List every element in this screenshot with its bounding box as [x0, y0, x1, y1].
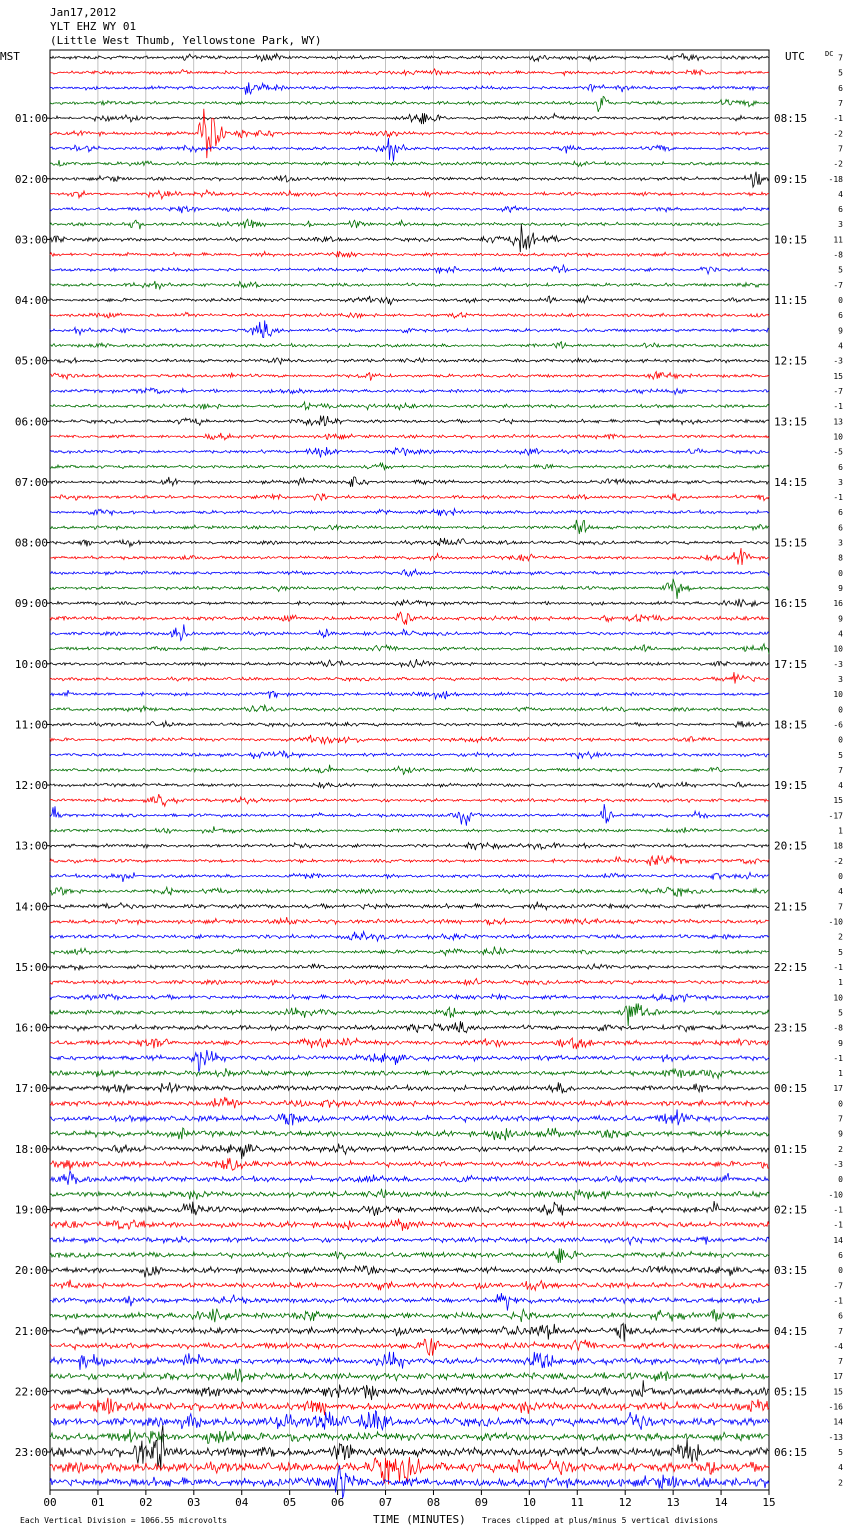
- utc-hour-label: 10:15: [774, 233, 808, 247]
- utc-hour-label: 09:15: [774, 172, 808, 186]
- dc-offset-label: -7: [833, 386, 843, 396]
- seismic-trace: [50, 794, 769, 806]
- dc-offset-label: 7: [838, 144, 843, 154]
- mst-hour-label: 03:00: [14, 233, 48, 247]
- seismic-trace: [50, 721, 769, 727]
- seismic-trace: [50, 1097, 769, 1108]
- vertical-division-note: Each Vertical Division = 1066.55 microvolts: [20, 1516, 228, 1525]
- x-tick-label: 10: [522, 1496, 536, 1509]
- seismic-trace: [50, 224, 769, 252]
- dc-offset-label: 0: [838, 872, 843, 882]
- mst-hour-label: 16:00: [14, 1021, 48, 1035]
- dc-offset-label: 15: [833, 1387, 843, 1397]
- seismic-trace: [50, 1293, 769, 1311]
- dc-offset-label: -3: [833, 356, 843, 366]
- seismic-trace: [50, 1082, 769, 1093]
- dc-offset-label: 11: [833, 235, 843, 245]
- seismic-trace: [50, 1266, 769, 1278]
- dc-offset-label: -7: [833, 280, 843, 290]
- x-tick-label: 04: [235, 1496, 249, 1509]
- dc-offset-label: 5: [838, 68, 843, 78]
- mst-hour-label: 14:00: [14, 900, 48, 914]
- seismic-trace: [50, 520, 769, 534]
- dc-offset-label: 6: [838, 1311, 843, 1321]
- seismic-trace: [50, 265, 769, 274]
- utc-hour-label: 01:15: [774, 1142, 808, 1156]
- dc-offset-label: 0: [838, 1099, 843, 1109]
- seismic-trace: [50, 206, 769, 213]
- mst-hour-label: 04:00: [14, 294, 48, 308]
- dc-offset-label: 0: [838, 735, 843, 745]
- seismic-trace: [50, 705, 769, 712]
- dc-offset-label: 6: [838, 205, 843, 215]
- dc-offset-label: 3: [838, 674, 843, 684]
- seismic-trace: [50, 1248, 769, 1263]
- utc-hour-label: 08:15: [774, 112, 808, 126]
- seismic-trace: [50, 160, 769, 166]
- dc-offset-label: 1: [838, 1069, 843, 1079]
- seismic-trace: [50, 463, 769, 470]
- x-tick-label: 08: [426, 1496, 441, 1509]
- mst-hour-label: 23:00: [14, 1446, 48, 1460]
- dc-offset-label: -17: [828, 811, 843, 821]
- utc-hour-label: 12:15: [774, 354, 808, 368]
- seismic-trace: [50, 96, 769, 112]
- dc-offset-label: 5: [838, 1008, 843, 1018]
- seismic-trace: [50, 1003, 769, 1026]
- utc-hour-label: 04:15: [774, 1324, 808, 1338]
- dc-offset-label: 17: [833, 1372, 843, 1382]
- seismic-trace: [50, 979, 769, 986]
- utc-hour-label: 20:15: [774, 839, 808, 853]
- dc-offset-label: 5: [838, 1448, 843, 1458]
- utc-hour-label: 22:15: [774, 960, 808, 974]
- dc-offset-label: 0: [838, 705, 843, 715]
- seismic-trace: [50, 690, 769, 699]
- mst-hour-label: 09:00: [14, 597, 48, 611]
- seismic-trace: [50, 804, 769, 826]
- dc-offset-label: 2: [838, 1478, 843, 1488]
- dc-offset-label: -7: [833, 1281, 843, 1291]
- dc-offset-label: 6: [838, 523, 843, 533]
- x-tick-label: 12: [618, 1496, 632, 1509]
- dc-offset-label: 6: [838, 311, 843, 321]
- utc-hour-label: 00:15: [774, 1082, 808, 1096]
- seismic-trace: [50, 1038, 769, 1049]
- dc-offset-label: -3: [833, 1160, 843, 1170]
- dc-offset-label: -8: [833, 1023, 843, 1033]
- mst-hour-label: 22:00: [14, 1385, 48, 1399]
- utc-hour-label: 16:15: [774, 597, 808, 611]
- dc-offset-label: 13: [833, 417, 843, 427]
- dc-offset-label: 0: [838, 296, 843, 306]
- seismic-trace: [50, 782, 769, 788]
- station-id: YLT EHZ WY 01: [50, 20, 137, 33]
- seismic-trace: [50, 251, 769, 257]
- seismic-trace: [50, 624, 769, 640]
- x-tick-label: 11: [570, 1496, 584, 1509]
- seismic-trace: [50, 1338, 769, 1355]
- dc-offset-label: 9: [838, 614, 843, 624]
- utc-hour-label: 18:15: [774, 718, 808, 732]
- mst-hour-label: 05:00: [14, 354, 48, 368]
- seismic-trace: [50, 320, 769, 337]
- seismic-trace: [50, 765, 769, 775]
- dc-offset-label: 16: [833, 599, 843, 609]
- seismic-trace: [50, 281, 769, 289]
- seismic-trace: [50, 659, 769, 667]
- dc-offset-label: 4: [838, 341, 843, 351]
- utc-hour-label: 21:15: [774, 900, 808, 914]
- dc-offset-label: 4: [838, 887, 843, 897]
- seismic-trace: [50, 433, 769, 440]
- dc-offset-label: -3: [833, 659, 843, 669]
- dc-offset-label: -1: [833, 1220, 843, 1230]
- utc-timezone-label: UTC: [785, 50, 805, 63]
- x-tick-label: 14: [714, 1496, 728, 1509]
- dc-offset-label: 10: [833, 644, 843, 654]
- utc-hour-label: 23:15: [774, 1021, 808, 1035]
- dc-offset-label: -8: [833, 250, 843, 260]
- seismic-trace: [50, 579, 769, 599]
- dc-header-label: DC: [825, 50, 834, 58]
- seismic-trace: [50, 493, 769, 500]
- seismic-trace: [50, 855, 769, 866]
- dc-offset-label: 17: [833, 1084, 843, 1094]
- seismic-trace: [50, 964, 769, 970]
- mst-hour-label: 11:00: [14, 718, 48, 732]
- utc-hour-label: 06:15: [774, 1446, 808, 1460]
- mst-hour-label: 18:00: [14, 1142, 48, 1156]
- seismic-trace: [50, 172, 769, 187]
- seismic-trace: [50, 416, 769, 426]
- seismic-trace: [50, 1201, 769, 1216]
- mst-hour-label: 21:00: [14, 1324, 48, 1338]
- dc-offset-label: 7: [838, 1357, 843, 1367]
- dc-offset-label: 0: [838, 568, 843, 578]
- x-axis-label: TIME (MINUTES): [373, 1513, 466, 1526]
- dc-offset-label: -4: [833, 1341, 843, 1351]
- seismic-trace: [50, 1021, 769, 1033]
- dc-offset-label: -6: [833, 720, 843, 730]
- dc-offset-label: -2: [833, 856, 843, 866]
- dc-offset-label: 6: [838, 83, 843, 93]
- dc-offset-label: 6: [838, 508, 843, 518]
- seismic-trace: [50, 947, 769, 956]
- mst-hour-label: 17:00: [14, 1082, 48, 1096]
- dc-offset-label: 18: [833, 841, 843, 851]
- dc-offset-label: -1: [833, 1053, 843, 1063]
- seismic-trace: [50, 1369, 769, 1383]
- dc-offset-label: 0: [838, 1175, 843, 1185]
- dc-offset-label: 4: [838, 1463, 843, 1473]
- utc-hour-label: 02:15: [774, 1203, 808, 1217]
- station-location: (Little West Thumb, Yellowstone Park, WY): [50, 34, 322, 47]
- seismic-trace: [50, 372, 769, 381]
- dc-offset-label: 7: [838, 98, 843, 108]
- seismic-trace: [50, 1309, 769, 1323]
- seismic-trace: [50, 887, 769, 896]
- seismic-trace: [50, 872, 769, 882]
- dc-offset-label: 2: [838, 932, 843, 942]
- seismic-trace: [50, 644, 769, 654]
- dc-offset-label: 2: [838, 1144, 843, 1154]
- dc-offset-label: 15: [833, 371, 843, 381]
- seismic-trace: [50, 994, 769, 1002]
- dc-offset-label: -1: [833, 1296, 843, 1306]
- dc-offset-label: -18: [828, 174, 843, 184]
- seismic-trace: [50, 402, 769, 410]
- dc-offset-label: 9: [838, 1129, 843, 1139]
- mst-hour-label: 20:00: [14, 1264, 48, 1278]
- utc-hour-label: 13:15: [774, 415, 808, 429]
- utc-hour-label: 17:15: [774, 657, 808, 671]
- dc-offset-label: 7: [838, 1326, 843, 1336]
- mst-hour-label: 07:00: [14, 475, 48, 489]
- dc-offset-label: -13: [828, 1432, 843, 1442]
- dc-offset-label: -1: [833, 1205, 843, 1215]
- dc-offset-label: 7: [838, 765, 843, 775]
- dc-offset-label: -10: [828, 1190, 843, 1200]
- seismic-trace: [50, 932, 769, 942]
- mst-hour-label: 01:00: [14, 112, 48, 126]
- seismic-trace: [50, 54, 769, 62]
- seismic-trace: [50, 1280, 769, 1291]
- dc-offset-label: 4: [838, 629, 843, 639]
- seismic-trace: [50, 1380, 769, 1400]
- seismic-trace: [50, 1109, 769, 1125]
- seismic-trace: [50, 672, 769, 684]
- dc-offset-label: 5: [838, 750, 843, 760]
- seismic-trace: [50, 599, 769, 607]
- dc-offset-label: 3: [838, 477, 843, 487]
- seismic-trace: [50, 312, 769, 318]
- dc-offset-label: -2: [833, 129, 843, 139]
- seismic-trace: [50, 569, 769, 576]
- utc-hour-label: 19:15: [774, 779, 808, 793]
- dc-offset-label: 3: [838, 220, 843, 230]
- seismic-trace: [50, 548, 769, 565]
- seismic-trace: [50, 509, 769, 516]
- dc-offset-label: 9: [838, 1038, 843, 1048]
- dc-offset-label: 9: [838, 584, 843, 594]
- utc-hour-label: 05:15: [774, 1385, 808, 1399]
- seismic-trace: [50, 358, 769, 364]
- seismic-trace: [50, 1068, 769, 1078]
- dc-offset-label: -16: [828, 1402, 843, 1412]
- dc-offset-label: 1: [838, 826, 843, 836]
- seismic-trace: [50, 843, 769, 851]
- clipping-note: Traces clipped at plus/minus 5 vertical divisions: [482, 1516, 719, 1525]
- seismic-trace: [50, 1128, 769, 1141]
- dc-offset-label: -1: [833, 114, 843, 124]
- seismic-trace: [50, 1158, 769, 1170]
- x-tick-label: 03: [187, 1496, 201, 1509]
- record-date: Jan17,2012: [50, 6, 117, 19]
- seismic-trace: [50, 902, 769, 910]
- mst-hour-label: 02:00: [14, 172, 48, 186]
- seismic-trace: [50, 1219, 769, 1231]
- mst-timezone-label: MST: [0, 50, 20, 63]
- seismic-trace: [50, 342, 769, 349]
- seismic-trace: [50, 1236, 769, 1245]
- dc-offset-label: 7: [838, 902, 843, 912]
- dc-offset-label: 15: [833, 796, 843, 806]
- dc-offset-label: 14: [833, 1417, 843, 1427]
- dc-offset-label: 10: [833, 690, 843, 700]
- dc-offset-label: 10: [833, 432, 843, 442]
- seismic-trace: [50, 735, 769, 744]
- dc-offset-label: 4: [838, 189, 843, 199]
- seismic-trace: [50, 1144, 769, 1160]
- dc-offset-label: 1: [838, 978, 843, 988]
- dc-offset-label: 5: [838, 265, 843, 275]
- dc-offset-label: -1: [833, 402, 843, 412]
- seismic-trace: [50, 917, 769, 925]
- seismic-trace: [50, 477, 769, 487]
- seismic-trace: [50, 1324, 769, 1342]
- utc-hour-label: 14:15: [774, 475, 808, 489]
- x-tick-label: 02: [139, 1496, 153, 1509]
- dc-offset-label: 3: [838, 538, 843, 548]
- dc-offset-label: 0: [838, 1266, 843, 1276]
- mst-hour-label: 08:00: [14, 536, 48, 550]
- x-tick-label: 01: [91, 1496, 105, 1509]
- seismic-trace: [50, 612, 769, 625]
- seismic-trace: [50, 1189, 769, 1200]
- dc-offset-label: -5: [833, 447, 843, 457]
- x-tick-label: 15: [762, 1496, 776, 1509]
- seismic-trace: [50, 826, 769, 833]
- x-tick-label: 09: [474, 1496, 489, 1509]
- x-tick-label: 07: [378, 1496, 393, 1509]
- seismic-trace: [50, 113, 769, 124]
- seismic-trace: [50, 296, 769, 305]
- dc-offset-label: -10: [828, 917, 843, 927]
- seismic-trace: [50, 388, 769, 394]
- seismic-trace: [50, 538, 769, 547]
- mst-hour-label: 19:00: [14, 1203, 48, 1217]
- seismic-trace: [50, 1171, 769, 1185]
- mst-hour-label: 15:00: [14, 960, 48, 974]
- mst-hour-label: 13:00: [14, 839, 48, 853]
- seismic-trace: [50, 1050, 769, 1072]
- seismic-trace: [50, 751, 769, 759]
- dc-offset-label: 6: [838, 462, 843, 472]
- seismic-trace: [50, 190, 769, 199]
- x-tick-label: 00: [43, 1496, 57, 1509]
- dc-offset-label: 14: [833, 1235, 843, 1245]
- seismic-trace: [50, 69, 769, 76]
- seismic-trace: [50, 138, 769, 161]
- dc-offset-label: 9: [838, 326, 843, 336]
- x-tick-label: 06: [330, 1496, 345, 1509]
- x-tick-label: 05: [283, 1496, 297, 1509]
- seismic-trace: [50, 1411, 769, 1430]
- dc-offset-label: -1: [833, 962, 843, 972]
- mst-hour-label: 12:00: [14, 779, 48, 793]
- dc-offset-label: 6: [838, 1250, 843, 1260]
- seismic-trace: [50, 1352, 769, 1370]
- dc-offset-label: 7: [838, 53, 843, 63]
- utc-hour-label: 03:15: [774, 1264, 808, 1278]
- mst-hour-label: 10:00: [14, 657, 48, 671]
- utc-hour-label: 15:15: [774, 536, 808, 550]
- seismic-trace: [50, 219, 769, 229]
- dc-offset-label: 4: [838, 781, 843, 791]
- x-tick-label: 13: [666, 1496, 680, 1509]
- dc-offset-label: 5: [838, 947, 843, 957]
- seismic-trace: [50, 1398, 769, 1415]
- seismic-trace: [50, 447, 769, 457]
- dc-offset-label: 10: [833, 993, 843, 1003]
- seismic-trace: [50, 1429, 769, 1444]
- seismic-trace: [50, 82, 769, 94]
- dc-offset-label: -2: [833, 159, 843, 169]
- dc-offset-label: 7: [838, 1114, 843, 1124]
- utc-hour-label: 11:15: [774, 294, 808, 308]
- seismic-trace: [50, 109, 769, 158]
- dc-offset-label: 8: [838, 553, 843, 563]
- mst-hour-label: 06:00: [14, 415, 48, 429]
- dc-offset-label: -1: [833, 493, 843, 503]
